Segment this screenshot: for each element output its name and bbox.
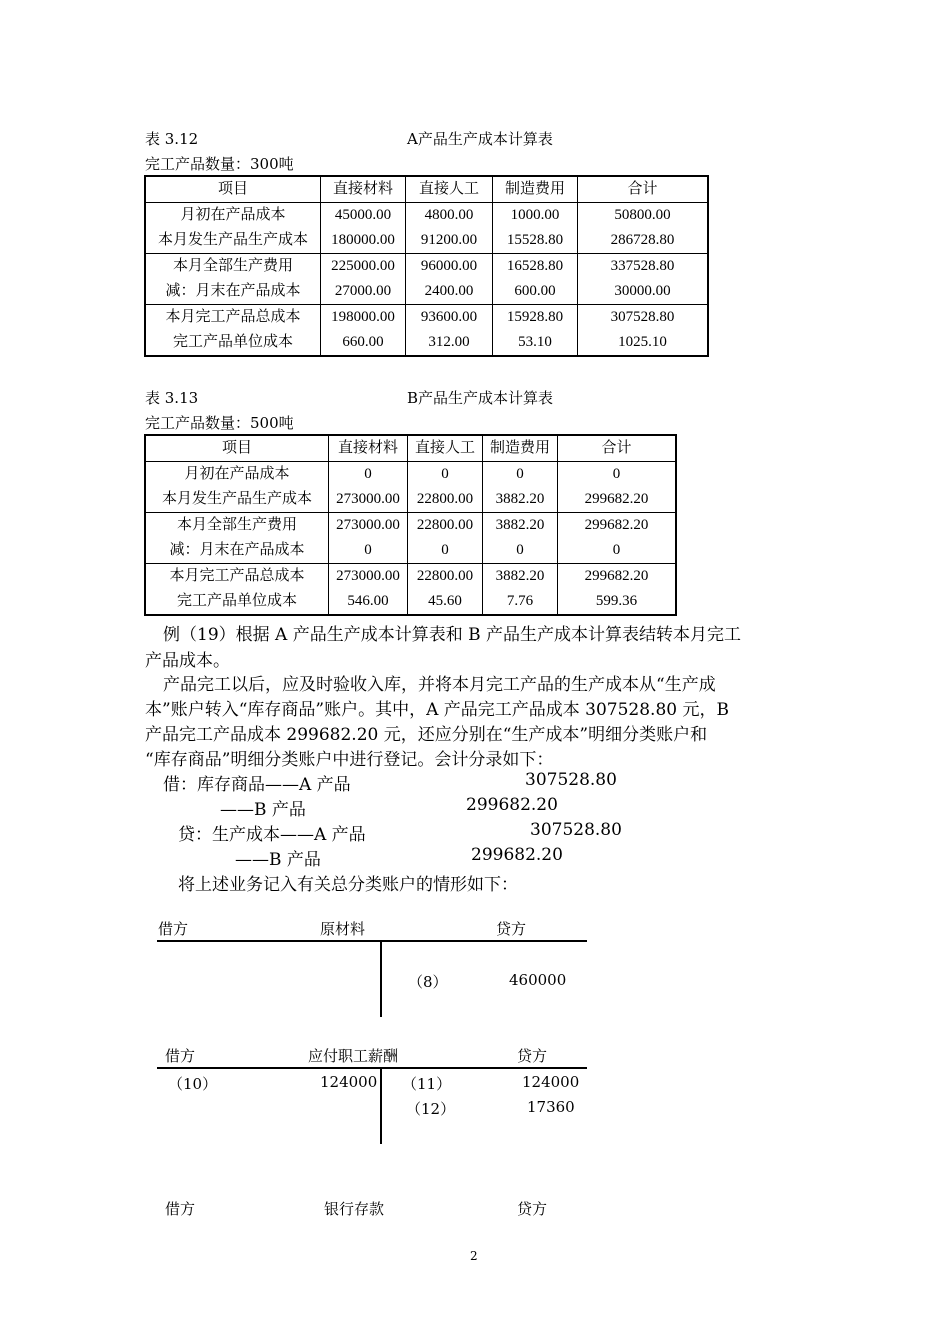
t3-debit-label: 借方: [165, 1200, 196, 1218]
table-a-cell: 1000.00: [510, 207, 560, 223]
table-b-header: 直接材料: [329, 435, 408, 462]
t2-debit-label: 借方: [165, 1047, 196, 1065]
table-b-quantity: 完工产品数量：500吨: [145, 414, 294, 432]
table-b-header: 直接人工: [408, 435, 483, 462]
table-a-cell: 91200.00: [420, 232, 478, 248]
table-a-cell: 660.00: [342, 334, 384, 350]
example-desc-line4: “库存商品”明细分类账户中进行登记。会计分录如下：: [145, 750, 554, 770]
table-b-cell: 3882.20: [495, 517, 545, 533]
example-title-line1: 例（19）根据 A 产品生产成本计算表和 B 产品生产成本计算表结转本月完工: [163, 625, 742, 645]
table-b-cell: 273000.00: [336, 491, 400, 507]
table-row: [145, 254, 708, 305]
table-a-cell: 53.10: [518, 334, 552, 350]
t3-account-name: 银行存款: [324, 1200, 385, 1218]
t1-horizontal-rule: [157, 940, 587, 942]
table-b-cell: 7.76: [506, 593, 534, 609]
table-b-cell: 3882.20: [495, 568, 545, 584]
table-b-cell: 本月发生产品生产成本: [161, 491, 312, 507]
t1-credit-label: 贷方: [496, 920, 527, 938]
table-b-cell: 22800.00: [416, 491, 474, 507]
t1-account-name: 原材料: [320, 920, 366, 938]
example-desc-line3: 产品完工产品成本 299682.20 元，还应分别在“生产成本”明细分类账户和: [145, 725, 708, 745]
table-a-header: 制造费用: [493, 176, 578, 203]
debit-line1-label: 借：库存商品——A 产品: [163, 775, 351, 795]
summary-line: 将上述业务记入有关总分类账户的情形如下：: [178, 875, 518, 895]
table-a-header: 直接材料: [321, 176, 406, 203]
example-desc-line1: 产品完工以后，应及时验收入库，并将本月完工产品的生产成本从“生产成: [163, 675, 716, 695]
table-a-cell: 50800.00: [614, 207, 671, 223]
table-b-cell: 0: [364, 542, 372, 558]
table-a-header: 直接人工: [406, 176, 493, 203]
table-a-cell: 本月发生产品生产成本: [157, 232, 308, 248]
t2-account-name: 应付职工薪酬: [308, 1047, 399, 1065]
table-row: [145, 462, 676, 513]
table-b-cell: 0: [516, 542, 524, 558]
table-a-cell: 月初在产品成本: [180, 207, 286, 223]
table-a-cell: 180000.00: [331, 232, 395, 248]
table-a-cell: 16528.80: [506, 258, 564, 274]
table-a-cell: 4800.00: [424, 207, 474, 223]
table-b-cell: 本月全部生产费用: [176, 517, 297, 533]
table-a-header: 项目: [145, 176, 321, 203]
table-a-cell: 96000.00: [420, 258, 478, 274]
table-b-cell: 273000.00: [336, 568, 400, 584]
table-a: [144, 175, 709, 357]
table-a-cell: 2400.00: [424, 283, 474, 299]
table-a-cell: 本月完工产品总成本: [165, 309, 301, 325]
table-a-cell: 312.00: [428, 334, 470, 350]
table-b-cell: 599.36: [595, 593, 638, 609]
debit-line2-label: ——B 产品: [220, 800, 306, 820]
table-b-cell: 22800.00: [416, 517, 474, 533]
table-b-cell: 45.60: [428, 593, 462, 609]
table-b-cell: 299682.20: [584, 568, 649, 584]
table-a-header: 合计: [578, 176, 709, 203]
table-b-cell: 0: [612, 542, 621, 558]
table-row: [145, 305, 708, 357]
table-a-cell: 27000.00: [334, 283, 392, 299]
t2-right-amount: 124000: [522, 1073, 580, 1091]
table-a-cell: 完工产品单位成本: [172, 334, 293, 350]
table-b-cell: 完工产品单位成本: [176, 593, 297, 609]
table-b-title: B产品生产成本计算表: [407, 389, 554, 407]
table-row: [145, 203, 708, 254]
table-a-cell: 减：月末在产品成本: [165, 283, 301, 299]
t2-right-ref: （11）: [402, 1075, 452, 1093]
t2-right-amount: 17360: [527, 1098, 575, 1116]
t1-right-amount: 460000: [509, 971, 567, 989]
table-b-cell: 299682.20: [584, 517, 649, 533]
table-b-number: 表 3.13: [145, 389, 199, 407]
example-title-line2: 产品成本。: [145, 651, 230, 671]
table-a-cell: 337528.80: [610, 258, 675, 274]
t1-right-ref: （8）: [408, 973, 448, 991]
table-b-cell: 273000.00: [336, 517, 400, 533]
table-a-cell: 1025.10: [618, 334, 667, 350]
credit-line1-amount: 307528.80: [530, 820, 622, 840]
t2-vertical-rule: [380, 1067, 382, 1144]
page-number: 2: [470, 1249, 478, 1263]
table-a-quantity: 完工产品数量：300吨: [145, 155, 294, 173]
debit-line2-amount: 299682.20: [466, 795, 558, 815]
t2-credit-label: 贷方: [517, 1047, 548, 1065]
table-a-cell: 93600.00: [420, 309, 478, 325]
table-b-cell: 本月完工产品总成本: [169, 568, 305, 584]
table-b-header: 制造费用: [483, 435, 558, 462]
table-a-cell: 15928.80: [506, 309, 564, 325]
table-a-cell: 本月全部生产费用: [172, 258, 293, 274]
table-a-cell: 600.00: [514, 283, 556, 299]
t1-debit-label: 借方: [158, 920, 189, 938]
table-row: [145, 564, 676, 616]
table-b-cell: 299682.20: [584, 491, 649, 507]
table-b-cell: 22800.00: [416, 568, 474, 584]
t2-left-amount: 124000: [320, 1073, 378, 1091]
table-b-cell: 0: [516, 466, 524, 482]
table-b-cell: 减：月末在产品成本: [169, 542, 305, 558]
table-a-number: 表 3.12: [145, 130, 199, 148]
debit-line1-amount: 307528.80: [525, 770, 617, 790]
credit-line1-label: 贷：生产成本——A 产品: [178, 825, 366, 845]
t1-vertical-rule: [380, 940, 382, 1017]
table-b-header: 合计: [558, 435, 677, 462]
t2-left-ref: （10）: [168, 1075, 218, 1093]
t2-horizontal-rule: [157, 1067, 587, 1069]
table-b-cell: 0: [612, 466, 621, 482]
t2-right-ref: （12）: [406, 1100, 456, 1118]
credit-line2-label: ——B 产品: [235, 850, 321, 870]
table-a-title: A产品生产成本计算表: [407, 130, 553, 148]
table-b-cell: 0: [364, 466, 372, 482]
table-b-cell: 546.00: [347, 593, 389, 609]
table-a-cell: 286728.80: [610, 232, 675, 248]
table-a-cell: 198000.00: [331, 309, 395, 325]
table-b-header: 项目: [145, 435, 329, 462]
table-b-cell: 3882.20: [495, 491, 545, 507]
table-b-cell: 0: [441, 542, 449, 558]
table-a-cell: 30000.00: [614, 283, 671, 299]
table-row: [145, 513, 676, 564]
credit-line2-amount: 299682.20: [471, 845, 563, 865]
example-desc-line2: 本”账户转入“库存商品”账户。其中，A 产品完工产品成本 307528.80 元，B: [145, 700, 729, 720]
table-a-cell: 307528.80: [610, 309, 675, 325]
table-a-cell: 45000.00: [334, 207, 392, 223]
table-b-cell: 月初在产品成本: [184, 466, 290, 482]
table-a-cell: 15528.80: [506, 232, 564, 248]
table-a-cell: 225000.00: [331, 258, 395, 274]
table-b: [144, 434, 677, 616]
t3-credit-label: 贷方: [517, 1200, 548, 1218]
table-b-cell: 0: [441, 466, 449, 482]
